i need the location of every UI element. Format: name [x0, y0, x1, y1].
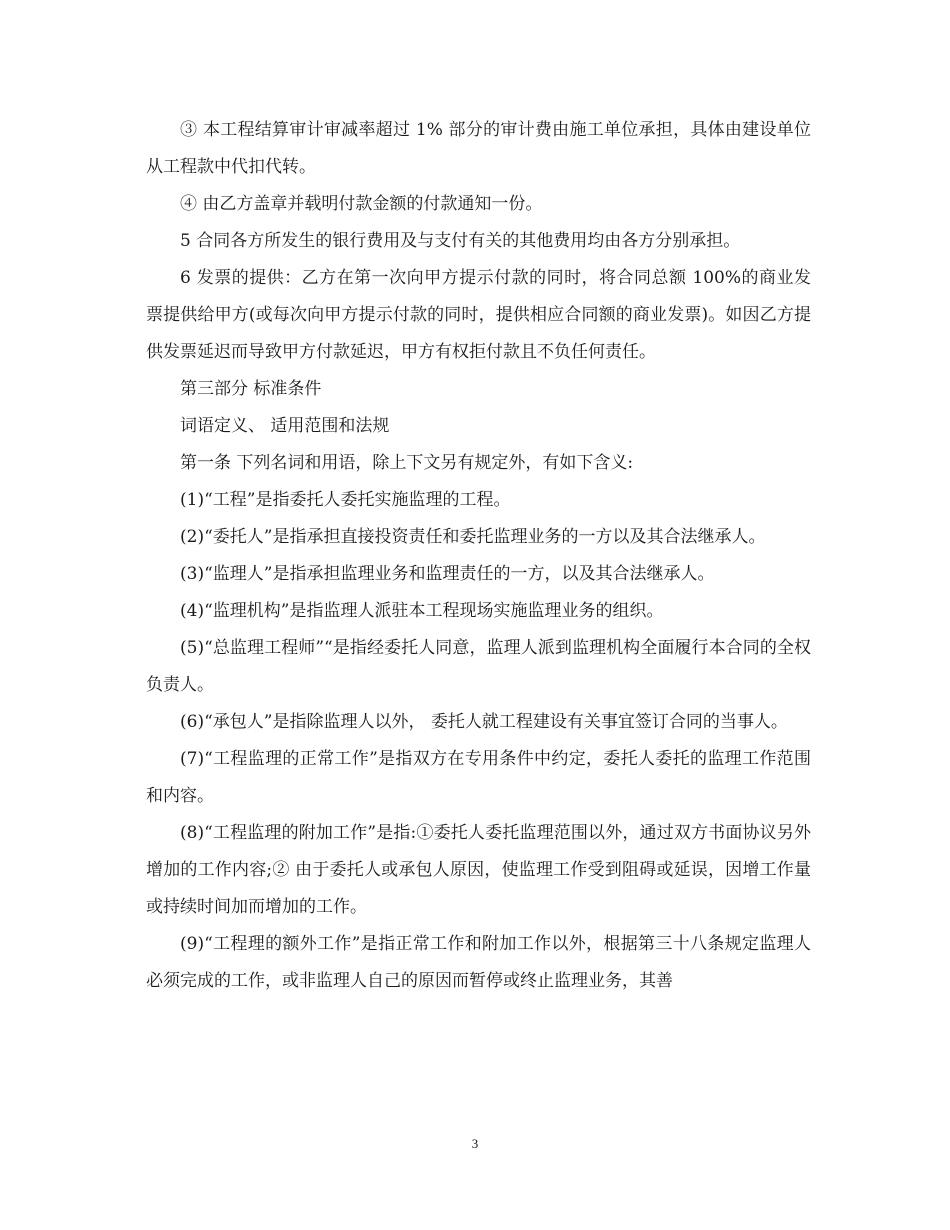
definition-item: (3)“监理人”是指承担监理业务和监理责任的一方，以及其合法继承人。	[180, 564, 715, 584]
section-heading: 第三部分 标准条件	[180, 379, 322, 399]
definition-item: (2)“委托人”是指承担直接投资责任和委托监理业务的一方以及其合法继承人。	[180, 527, 766, 547]
document-body	[146, 112, 811, 1000]
article-one: 第一条 下列名词和用语，除上下文另有规定外，有如下含义:	[180, 453, 634, 473]
definition-item: (5)“总监理工程师”“是指经委托人同意，监理人派到监理机构全面履行本合同的全权负责人。	[146, 638, 811, 695]
definition-item: (7)“工程监理的正常工作”是指双方在专用条件中约定，委托人委托的监理工作范围和内容。	[146, 749, 811, 806]
definition-item: (9)“工程理的额外工作”是指正常工作和附加工作以外，根据第三十八条规定监理人必须完成的工作，或非监理人自己的原因而暂停或终止监理业务，其善	[146, 934, 811, 991]
definition-item: (1)“工程”是指委托人委托实施监理的工程。	[180, 490, 511, 510]
paragraph-audit-fee: ③ 本工程结算审计审减率超过 1% 部分的审计费由施工单位承担，具体由建设单位从工程款中代扣代转。	[146, 120, 811, 177]
definition-item: (4)“监理机构”是指监理人派驻本工程现场实施监理业务的组织。	[180, 601, 664, 621]
paragraph-bank-fees: 5 合同各方所发生的银行费用及与支付有关的其他费用均由各方分别承担。	[180, 231, 741, 251]
definition-item: (8)“工程监理的附加工作”是指:①委托人委托监理范围以外，通过双方书面协议另外增加的工作内容;② 由于委托人或承包人原因，使监理工作受到阻碍或延误，因增工作量或持续时间加而增加的工作。	[146, 823, 811, 917]
definition-item: (6)“承包人”是指除监理人以外， 委托人就工程建设有关事宜签订合同的当事人。	[180, 712, 788, 732]
paragraph-payment-notice: ④ 由乙方盖章并载明付款金额的付款通知一份。	[180, 194, 543, 214]
paragraph-invoice: 6 发票的提供：乙方在第一次向甲方提示付款的同时，将合同总额 100%的商业发票提供给甲方(或每次向甲方提示付款的同时，提供相应合同额的商业发票)。如因乙方提供发票延迟而导致甲方付款延迟，甲方有权拒付款且不负任何责任。	[146, 268, 811, 362]
page-number: 3	[471, 1136, 479, 1151]
subsection-heading: 词语定义、 适用范围和法规	[180, 416, 390, 436]
